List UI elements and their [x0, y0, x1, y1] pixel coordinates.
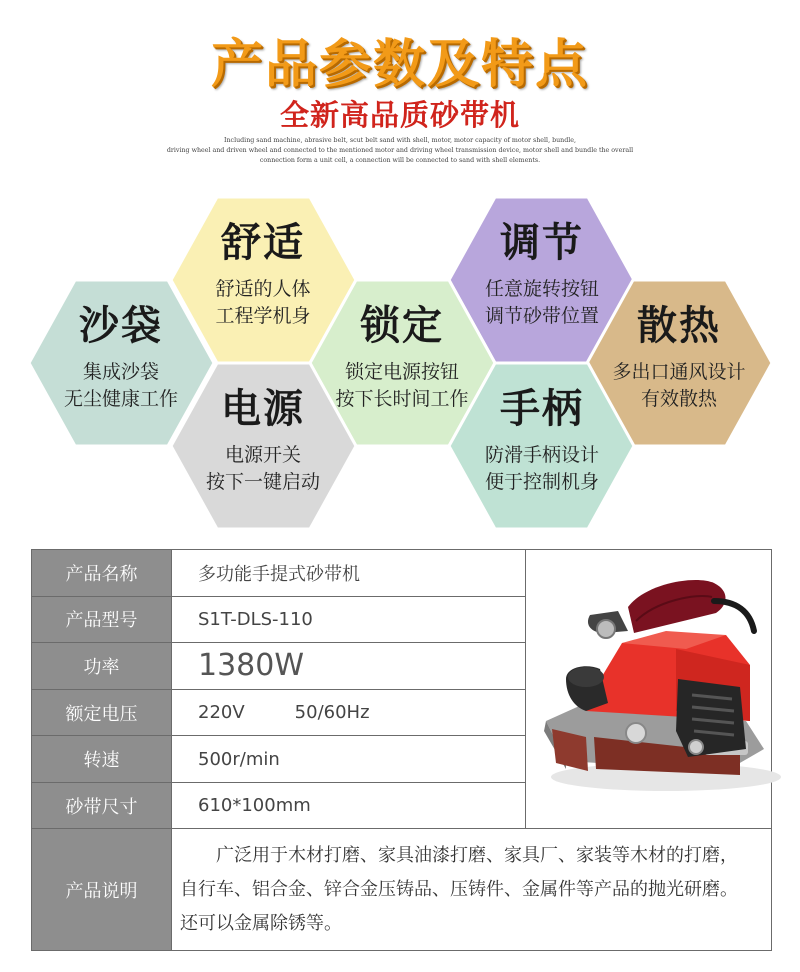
table-row [32, 829, 772, 951]
feature-heading: 手柄 [500, 386, 584, 432]
feature-line: 有效散热 [640, 388, 717, 410]
feature-heading: 散热 [637, 303, 721, 349]
spec-value: 多功能手提式砂带机 [172, 550, 526, 597]
feature-line: 调节砂带位置 [484, 305, 599, 327]
feature-line: 舒适的人体 [215, 278, 311, 300]
belt-sander-image [526, 571, 786, 803]
feature-line: 任意旋转按钮 [484, 278, 599, 300]
description-line: 自行车、铝合金、锌合金压铸品、压铸件、金属件等产品的抛光研磨。 [180, 878, 738, 900]
feature-line: 电源开关 [224, 444, 301, 466]
feature-line: 防滑手柄设计 [484, 444, 599, 466]
english-line: Including sand machine, abrasive belt, scut belt sand with shell, motor, motor capacity of motor shell, bundle, [224, 137, 576, 144]
feature-heading: 锁定 [360, 303, 444, 349]
spec-value: 220V [198, 702, 245, 724]
spec-label: 功率 [32, 643, 172, 690]
spec-value-voltage [172, 689, 526, 736]
feature-heading: 电源 [221, 386, 305, 432]
feature-line: 按下一键启动 [205, 471, 320, 493]
feature-heading: 舒适 [221, 220, 305, 266]
description-label: 产品说明 [32, 829, 172, 951]
page-subtitle: 全新高品质砂带机 [279, 98, 520, 132]
english-line: connection form a unit cell, a connection will be connected to sand with shell elements. [259, 157, 541, 164]
description-line: 还可以金属除锈等。 [180, 912, 342, 934]
feature-line: 无尘健康工作 [63, 388, 178, 410]
feature-line: 多出口通风设计 [612, 361, 746, 383]
spec-value-frequency: 50/60Hz [294, 702, 370, 724]
page-title: 产品参数及特点 [210, 35, 589, 95]
spec-value: 610*100mm [172, 782, 526, 829]
spec-label: 产品型号 [32, 596, 172, 643]
spec-value: 500r/min [172, 736, 526, 783]
spec-label: 转速 [32, 736, 172, 783]
spec-value: 1380W [172, 643, 526, 690]
feature-line: 锁定电源按钮 [344, 361, 459, 383]
feature-handle [452, 386, 632, 496]
description-line: 广泛用于木材打磨、家具油漆打磨、家具厂、家装等木材的打磨， [216, 844, 738, 866]
spec-value: S1T-DLS-110 [172, 596, 526, 643]
product-image [526, 550, 772, 829]
feature-line: 按下长时间工作 [335, 388, 469, 410]
spec-label: 砂带尺寸 [32, 782, 172, 829]
description-text [172, 829, 772, 951]
feature-line: 工程学机身 [215, 305, 311, 327]
feature-heading: 沙袋 [79, 303, 163, 349]
table-row [32, 550, 772, 597]
feature-line: 集成沙袋 [82, 361, 159, 383]
feature-power [173, 386, 353, 496]
spec-table [31, 549, 772, 951]
feature-heading: 调节 [500, 220, 584, 266]
spec-label: 额定电压 [32, 689, 172, 736]
spec-label: 产品名称 [32, 550, 172, 597]
feature-line: 便于控制机身 [484, 471, 599, 493]
english-line: driving wheel and driven wheel and connected to the mentioned motor and driving wheel transmission device, motor shell and bundle the overall [166, 147, 634, 154]
